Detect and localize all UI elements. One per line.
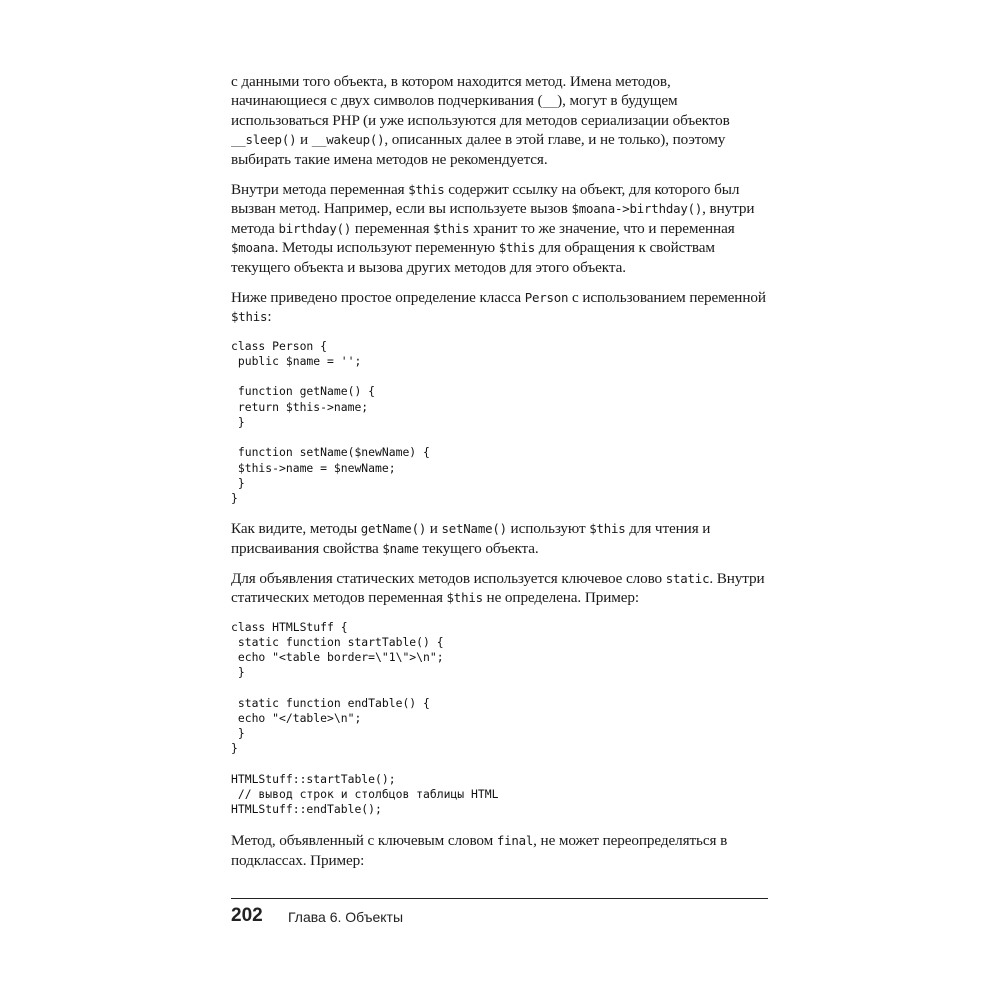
code-line: } bbox=[231, 741, 238, 756]
code-line: } bbox=[231, 490, 238, 505]
text-run: Внутри метода переменная bbox=[231, 181, 409, 199]
code-line: static function endTable() { bbox=[237, 695, 430, 710]
inline-code: Person bbox=[524, 290, 569, 306]
inline-code: $this bbox=[446, 590, 483, 606]
inline-code: $this bbox=[231, 309, 268, 325]
code-line: function setName($newName) { bbox=[237, 445, 430, 460]
text-run: , внутри метода bbox=[231, 200, 755, 237]
text-run: используют bbox=[506, 520, 590, 538]
code-line: // вывод строк и столбцов таблицы HTML bbox=[237, 786, 499, 801]
inline-code: birthday() bbox=[278, 220, 352, 236]
inline-code: $this bbox=[408, 182, 445, 198]
paragraph bbox=[231, 288, 768, 327]
code-line: public $name = ''; bbox=[237, 354, 362, 369]
text-run: ), могут в будущем использоваться PHP (и уже используются для методов сериализации объектов bbox=[231, 92, 730, 129]
inline-code: $moana bbox=[231, 240, 275, 256]
text-run: для обращения к свойствам текущего объекта и вызова других методов для этого объекта. bbox=[231, 239, 715, 276]
code-line: class HTMLStuff { bbox=[231, 619, 348, 634]
inline-code: setName() bbox=[441, 521, 507, 537]
code-line: } bbox=[237, 475, 245, 490]
inline-code: $name bbox=[382, 540, 419, 556]
text-run: . Внутри статических методов переменная bbox=[231, 569, 765, 607]
code-line: $this->name = $newName; bbox=[237, 460, 396, 475]
text-run: переменная bbox=[351, 219, 434, 237]
text-run: Для объявления статических методов используется ключевое слово bbox=[231, 569, 666, 587]
text-run: . Методы используют переменную bbox=[274, 239, 499, 257]
paragraph bbox=[231, 519, 768, 558]
code-block bbox=[231, 339, 768, 506]
code-line: return $this->name; bbox=[237, 399, 369, 414]
text-run: текущего объекта. bbox=[418, 539, 539, 557]
inline-code: __wakeup() bbox=[311, 132, 385, 148]
inline-code: __sleep() bbox=[231, 132, 297, 148]
inline-code: $this bbox=[433, 220, 470, 236]
page-number: 202 bbox=[231, 905, 263, 926]
code-block bbox=[231, 620, 768, 818]
inline-code: __ bbox=[542, 93, 558, 109]
inline-code: final bbox=[496, 833, 534, 849]
page-content bbox=[231, 72, 768, 870]
text-run: , описанных далее в этой главе, и не только), поэтому выбирать такие имена методов не рекомендуется. bbox=[231, 131, 726, 168]
text-run: и bbox=[426, 520, 442, 538]
page-footer bbox=[231, 898, 768, 926]
code-line: } bbox=[237, 414, 245, 429]
text-run: с использованием переменной bbox=[568, 289, 766, 307]
inline-code: $this bbox=[589, 521, 626, 537]
code-line: } bbox=[237, 726, 245, 741]
code-line: HTMLStuff::startTable(); bbox=[231, 771, 396, 786]
text-run: с данными того объекта, в котором находится метод. Имена методов, начинающиеся с двух символов подчеркивания ( bbox=[231, 73, 671, 110]
code-line: } bbox=[237, 665, 245, 680]
code-line: function getName() { bbox=[237, 384, 376, 399]
text-run: и bbox=[296, 131, 312, 149]
text-run: Как видите, методы bbox=[231, 520, 361, 538]
chapter-title: Глава 6. Объекты bbox=[288, 909, 404, 925]
paragraph bbox=[231, 180, 768, 277]
text-run: Метод, объявленный с ключевым словом bbox=[231, 832, 497, 850]
inline-code: static bbox=[665, 570, 710, 586]
text-run: хранит то же значение, что и переменная bbox=[469, 219, 735, 237]
text-run: Ниже приведено простое определение класса bbox=[231, 289, 525, 307]
inline-code: $moana->birthday() bbox=[571, 201, 703, 217]
text-run: для чтения и присваивания свойства bbox=[231, 520, 711, 557]
paragraph bbox=[231, 72, 768, 169]
text-run: : bbox=[267, 308, 272, 326]
code-line: echo "</table>\n"; bbox=[237, 710, 362, 725]
code-line: echo "<table border=\"1\">\n"; bbox=[237, 650, 444, 665]
paragraph bbox=[231, 831, 768, 870]
code-line: class Person { bbox=[231, 338, 328, 353]
inline-code: getName() bbox=[360, 521, 427, 537]
inline-code: $this bbox=[498, 240, 536, 256]
text-run: , не может переопределяться в подклассах. Пример: bbox=[231, 832, 728, 869]
text-run: не определена. Пример: bbox=[482, 589, 639, 607]
text-run: содержит ссылку на объект, для которого был вызван метод. Например, если вы используете вызов bbox=[231, 181, 740, 218]
paragraph bbox=[231, 569, 768, 608]
code-line: static function startTable() { bbox=[237, 634, 444, 649]
code-line: HTMLStuff::endTable(); bbox=[231, 802, 382, 817]
